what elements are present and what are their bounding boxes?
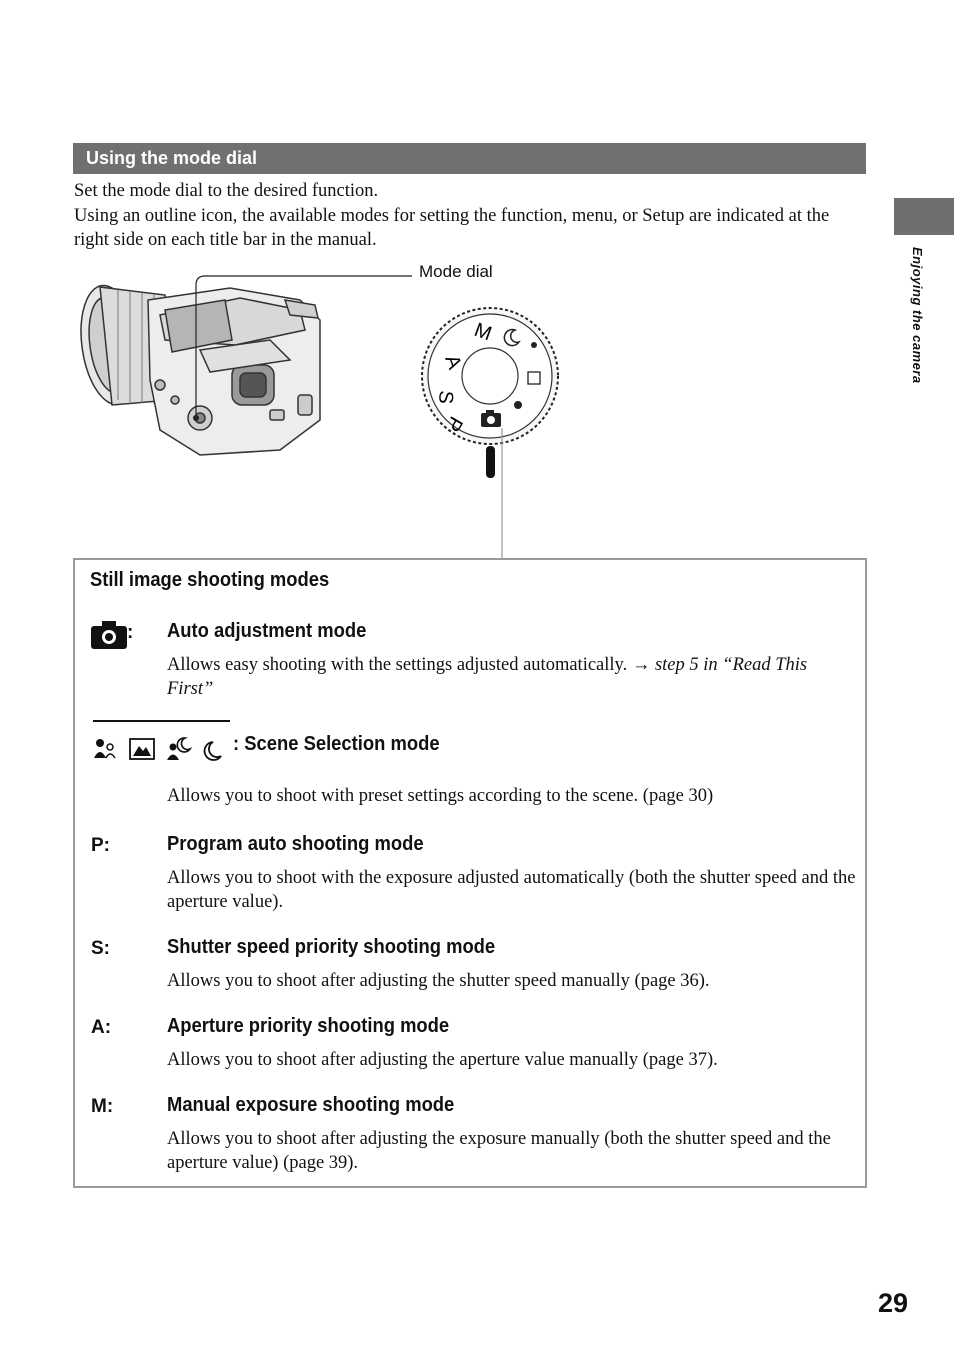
auto-mode-desc-ref: step 5 in “Read This First” bbox=[167, 655, 808, 699]
auto-mode-desc-text: Allows easy shooting with the settings adjusted automatically. → bbox=[167, 655, 655, 675]
mode-dial-closeup bbox=[422, 308, 558, 478]
chapter-label: Enjoying the camera bbox=[910, 247, 925, 384]
scene-mode-description: Allows you to shoot with preset settings according to the scene. (page 30) bbox=[167, 786, 714, 806]
leader-dot bbox=[193, 415, 199, 421]
program-mode-title: Program auto shooting mode bbox=[167, 833, 424, 855]
aperture-mode-title: Aperture priority shooting mode bbox=[167, 1015, 450, 1037]
aperture-mode-description: Allows you to shoot after adjusting the aperture value manually (page 37). bbox=[167, 1050, 718, 1070]
aperture-mode-key: A: bbox=[91, 1017, 112, 1038]
section-title: Using the mode dial bbox=[86, 148, 258, 168]
camera-illustration bbox=[74, 282, 320, 455]
shutter-mode-title: Shutter speed priority shooting mode bbox=[167, 936, 496, 958]
portrait-dial-icon bbox=[531, 342, 537, 348]
portrait-icon bbox=[94, 739, 115, 758]
scene-mode-title: : Scene Selection mode bbox=[233, 733, 440, 755]
twilight-portrait-dial-icon bbox=[514, 401, 522, 409]
dial-index-mark bbox=[486, 446, 495, 478]
program-mode-description: Allows you to shoot with the exposure adjusted automatically (both the shutter speed and the aperture value). bbox=[167, 868, 856, 912]
modes-box-title: Still image shooting modes bbox=[90, 569, 330, 591]
mode-dial-label: Mode dial bbox=[419, 262, 493, 281]
twilight-portrait-icon bbox=[167, 738, 190, 760]
manual-mode-description: Allows you to shoot after adjusting the exposure manually (both the shutter speed and the aperture value) (page 39). bbox=[167, 1129, 831, 1173]
scene-icons bbox=[92, 734, 232, 762]
intro-line-1: Set the mode dial to the desired function. bbox=[74, 181, 379, 201]
landscape-icon bbox=[130, 739, 154, 759]
camera-icon bbox=[90, 620, 128, 650]
dial-letter-m: M bbox=[471, 319, 495, 346]
twilight-icon bbox=[205, 742, 221, 760]
shutter-mode-key: S: bbox=[91, 938, 110, 959]
manual-mode-key: M: bbox=[91, 1096, 114, 1117]
scene-rule bbox=[93, 720, 230, 722]
dial-letter-s: S bbox=[433, 389, 457, 405]
auto-mode-key: : bbox=[127, 622, 134, 643]
dial-letter-a: A bbox=[440, 352, 466, 373]
program-mode-key: P: bbox=[91, 835, 110, 856]
auto-mode-title: Auto adjustment mode bbox=[167, 620, 367, 642]
dial-letter-p: P bbox=[440, 412, 467, 436]
manual-mode-title: Manual exposure shooting mode bbox=[167, 1094, 455, 1116]
intro-line-2: Using an outline icon, the available modes for setting the function, menu, or Setup are indicated at the right side on each title bar in the manual. bbox=[74, 205, 830, 250]
auto-mode-description bbox=[167, 653, 857, 701]
shutter-mode-description: Allows you to shoot after adjusting the shutter speed manually (page 36). bbox=[167, 971, 710, 991]
page-number: 29 bbox=[878, 1288, 909, 1318]
mode-dial-figure bbox=[0, 0, 954, 570]
